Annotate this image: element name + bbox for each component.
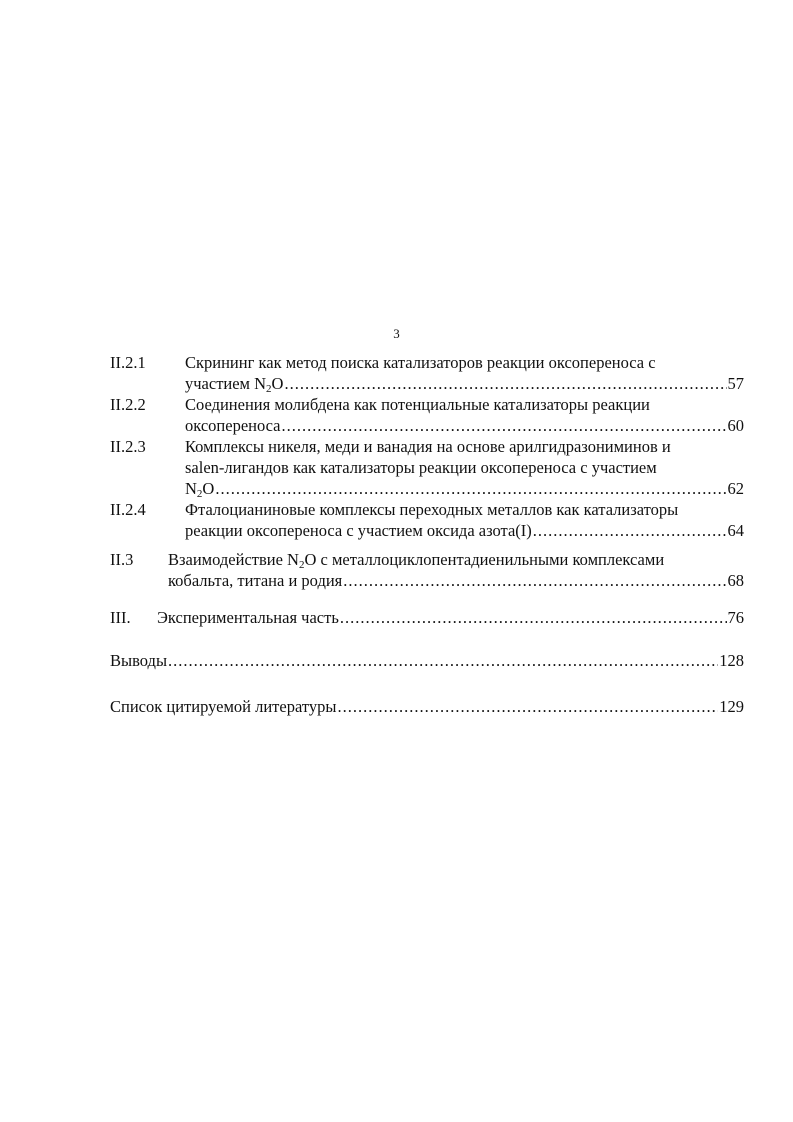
- toc-title-line: оксопереноса: [185, 416, 281, 435]
- toc-entry-2-2-1: [110, 352, 744, 394]
- toc-entry-2-3: [110, 549, 744, 591]
- toc-number: III.: [110, 608, 131, 627]
- toc-title-line: Список цитируемой литературы: [110, 697, 337, 716]
- toc-entry-3: [110, 607, 744, 628]
- toc-leader-line: [185, 373, 744, 394]
- toc-title-line: участием $N_2O$: [185, 374, 284, 395]
- toc-title-line: salen-лигандов как катализаторы реакции оксопереноса с участием: [185, 458, 657, 477]
- dot-leader: [343, 570, 726, 591]
- dot-leader: [337, 696, 718, 717]
- toc-title-line: Выводы: [110, 651, 168, 670]
- toc-page-number: 60: [727, 416, 744, 435]
- toc-leader-line: [185, 415, 744, 436]
- dot-leader: [215, 478, 726, 499]
- toc-page-number: 57: [727, 374, 744, 393]
- dot-leader: [533, 520, 727, 541]
- toc-title-line: Фталоцианиновые комплексы переходных металлов как катализаторы: [185, 500, 679, 519]
- toc-leader-line: [168, 570, 744, 591]
- dot-leader: [340, 607, 727, 628]
- toc-number: II.2.4: [110, 500, 146, 519]
- toc-leader-line: [157, 607, 744, 628]
- toc-page-number: 129: [719, 697, 744, 716]
- toc-title-line: Экспериментальная часть: [157, 608, 339, 627]
- toc-entry-references: [110, 696, 744, 717]
- toc-number: II.2.1: [110, 353, 146, 372]
- toc-entry-2-2-2: [110, 394, 744, 436]
- toc-title-line: Соединения молибдена как потенциальные катализаторы реакции: [185, 395, 650, 414]
- toc-title-line: Взаимодействие $N_2O$ с металлоциклопентадиенильными комплексами: [168, 550, 665, 571]
- toc-title-line: Скрининг как метод поиска катализаторов реакции оксопереноса с: [185, 353, 656, 372]
- toc-leader-line: [185, 520, 744, 541]
- toc-entry-2-2-4: [110, 499, 744, 541]
- toc-page-number: 76: [727, 608, 744, 627]
- toc-title-line: реакции оксопереноса с участием оксида азота(I): [185, 521, 532, 540]
- dot-leader: [282, 415, 727, 436]
- toc-number: II.3: [110, 550, 134, 569]
- dot-leader: [168, 650, 718, 671]
- toc-leader-line: [110, 696, 744, 717]
- page-number: 3: [393, 326, 400, 341]
- toc-page-number: 68: [727, 571, 744, 590]
- toc-leader-line: [185, 478, 744, 499]
- toc-number: II.2.2: [110, 395, 146, 414]
- table-of-contents: [110, 352, 744, 717]
- toc-number: II.2.3: [110, 437, 146, 456]
- dot-leader: [284, 373, 726, 394]
- toc-leader-line: [110, 650, 744, 671]
- toc-title-line: кобальта, титана и родия: [168, 571, 343, 590]
- toc-title-line: $N_2O$: [185, 479, 215, 500]
- toc-entry-conclusions: [110, 650, 744, 671]
- toc-page-number: 128: [719, 651, 744, 670]
- toc-page-number: 62: [727, 479, 744, 498]
- toc-page-number: 64: [727, 521, 744, 540]
- toc-title-line: Комплексы никеля, меди и ванадия на основе арилгидразониминов и: [185, 437, 671, 456]
- toc-entry-2-2-3: [110, 436, 744, 499]
